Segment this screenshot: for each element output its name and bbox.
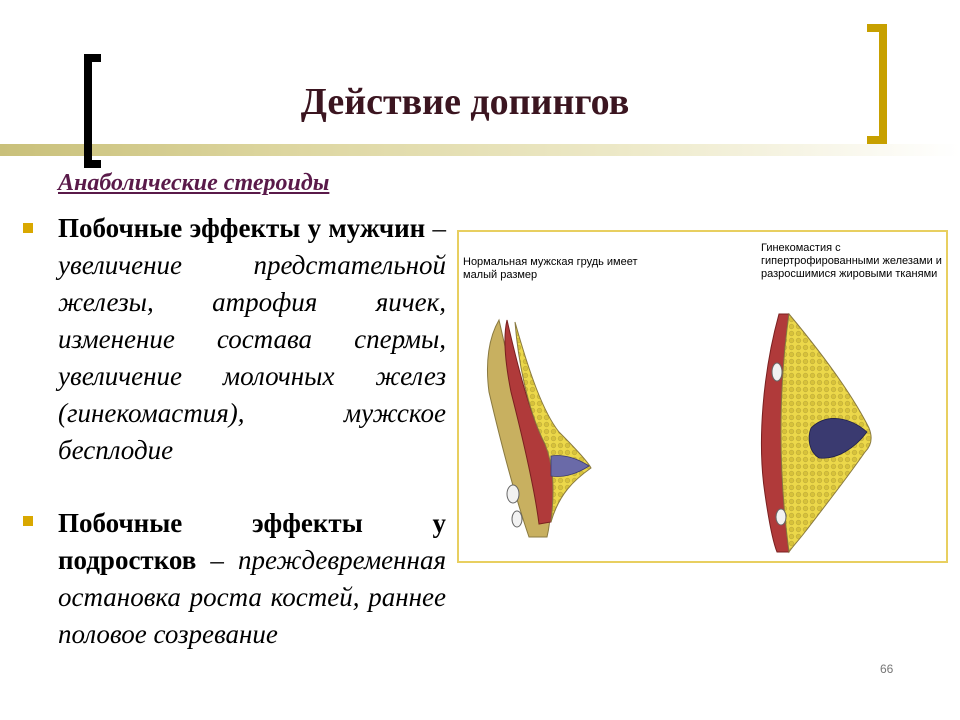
page-number: 66: [880, 662, 894, 676]
anatomy-figure: [457, 230, 948, 563]
left-bracket-decoration: [84, 54, 101, 168]
caption-gynecomastia: Гинекомастия с гипертрофированными железами и разросшимися жировыми тканями: [761, 242, 942, 280]
breast-illustration: [459, 232, 946, 561]
caption-normal: Нормальная мужская грудь имеет малый размер: [463, 256, 638, 281]
bullet-text: увеличение предстательной железы, атрофия яичек, изменение состава спермы, увеличение молочных желез (гинекомастия), мужское бесплодие: [58, 250, 446, 465]
bullet-text: преждевременная остановка роста костей, раннее половое созревание: [58, 545, 446, 649]
slide-subtitle: Анаболические стероиды: [58, 170, 330, 196]
bullet-icon: [20, 513, 36, 529]
bullet-icon: [20, 220, 36, 236]
slide-title: Действие допингов: [300, 81, 630, 123]
bullet-paragraph-men: [58, 210, 446, 469]
header-gradient-bar: [0, 144, 960, 156]
right-bracket-decoration: [867, 24, 887, 144]
bullet-dash: –: [425, 213, 446, 243]
bullet-dash: –: [196, 545, 239, 575]
gynecomastia-drawing: [761, 314, 871, 552]
normal-breast-drawing: [487, 320, 591, 537]
bullet-heading: Побочные эффекты у мужчин: [58, 213, 426, 243]
bullet-heading: Побочные эффекты у подростков: [58, 508, 446, 575]
bullet-paragraph-teens: [58, 505, 446, 653]
